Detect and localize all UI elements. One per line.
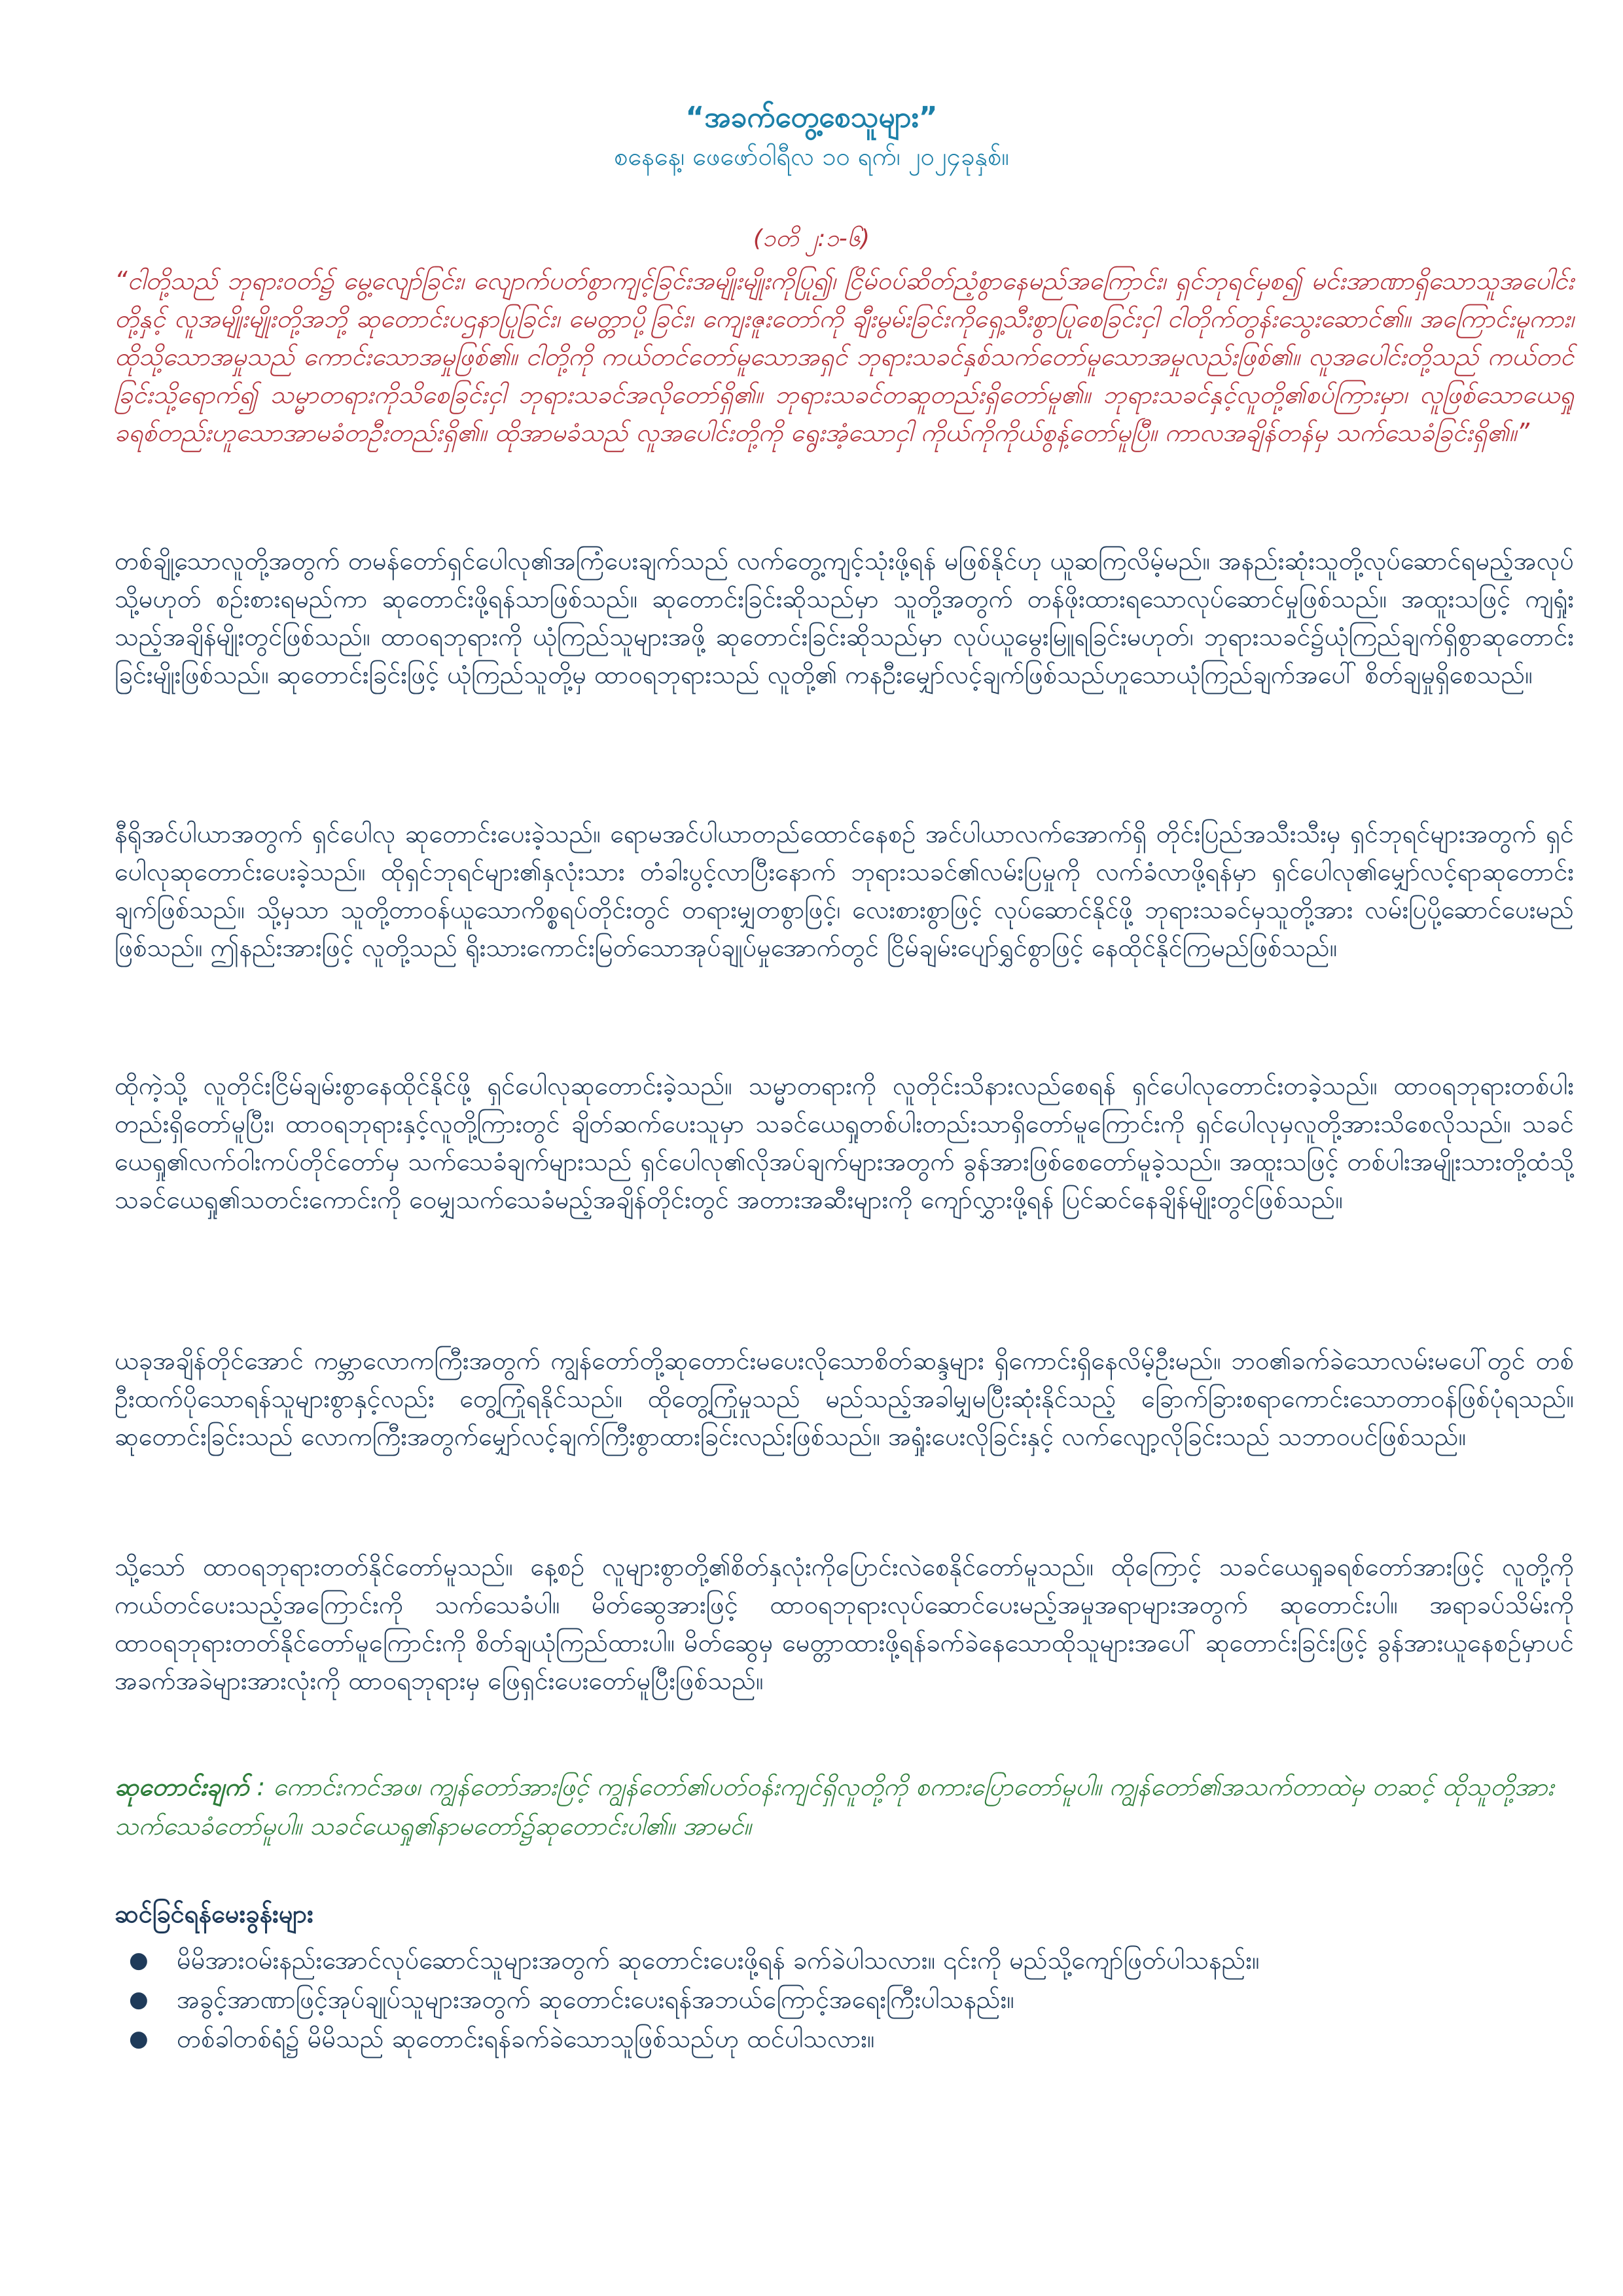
body-paragraph: တစ်ချို့သောလူတို့အတွက် တမန်တော်ရှင်ပေါလု၏အကြံပေးချက်သည် လက်တွေ့ကျင့်သုံးဖို့ရန် မဖြစ်နိုင်ဟု ယူဆကြလိမ့်မည်။ အနည်းဆုံးသူတို့လုပ်ဆောင်ရမည့်အလုပ် သို့မဟုတ် စဉ်းစားရမည်ကာ ဆုတောင်းဖို့ရန်သာဖြစ်သည်။ ဆုတောင်းခြင်းဆိုသည်မှာ သူတို့အတွက် တန်ဖိုးထားရသောလုပ်ဆောင်မှုဖြစ်သည်။ အထူးသဖြင့် ကျရှုံးသည့်အချိန်မျိုးတွင်ဖြစ်သည်။ ထာဝရဘုရားကို ယုံကြည်သူများအဖို့ ဆုတောင်းခြင်းဆိုသည်မှာ လုပ်ယူမွေးမြူရခြင်းမဟုတ်၊ ဘုရားသခင်၌ယုံကြည်ချက်ရှိစွာဆုတောင်းခြင်းမျိုးဖြစ်သည်။ ဆုတောင်းခြင်းဖြင့် ယုံကြည်သူတို့မှ ထာဝရဘုရားသည် လူတို့၏ ကနဦးမျှော်လင့်ချက်ဖြစ်သည်ဟူသောယုံကြည်ချက်အပေါ် စိတ်ချမှုရှိစေသည်။ <box>115 547 1574 689</box>
questions-heading: ဆင်ခြင်ရန်မေးခွန်းများ <box>115 1899 313 1928</box>
bullet-icon: ● <box>129 2026 149 2052</box>
list-item <box>115 2019 1574 2058</box>
scripture-reference: (၁တိ ၂:၁-၆) <box>753 225 870 252</box>
date-line: စနေနေ့၊ ဖေဖော်ဝါရီလ ၁၀ ရက်၊ ၂၀၂၄ခုနှစ်။ <box>614 142 1009 171</box>
prayer-label: ဆုတောင်းချက် <box>115 1772 249 1801</box>
prayer-text: : ကောင်းကင်အဖ၊ ကျွန်တော်အားဖြင့် ကျွန်တော်၏ပတ်ဝန်းကျင်ရှိလူတို့ကို စကားပြောတော်မူပါ။ ကျွန်တော်၏အသက်တာထဲမှ တဆင့် ထိုသူတို့အား သက်သေခံတော်မူပါ။ သခင်ယေရှု၏နာမတော်၌ဆုတောင်းပါ၏။ အာမင်။ <box>115 1772 1554 1840</box>
bullet-icon: ● <box>129 1986 149 2013</box>
page-title: “အခက်တွေ့စေသူများ” <box>685 101 938 134</box>
body-paragraph: ထိုကဲ့သို့ လူတိုင်းငြိမ်ချမ်းစွာနေထိုင်နိုင်ဖို့ ရှင်ပေါလုဆုတောင်းခဲ့သည်။ သမ္မာတရားကို လူတိုင်းသိနားလည်စေရန် ရှင်ပေါလုတောင်းတခဲ့သည်။ ထာဝရဘုရားတစ်ပါးတည်းရှိတော်မူပြီး၊ ထာဝရဘုရားနှင့်လူတို့ကြားတွင် ချိတ်ဆက်ပေးသူမှာ သခင်ယေရှုတစ်ပါးတည်းသာရှိတော်မူကြောင်းကို ရှင်ပေါလုမှလူတို့အားသိစေလိုသည်။ သခင်ယေရှု၏လက်ဝါးကပ်တိုင်တော်မှ သက်သေခံချက်များသည် ရှင်ပေါလု၏လိုအပ်ချက်များအတွက် ခွန်အားဖြစ်စေတော်မူခဲ့သည်။ အထူးသဖြင့် တစ်ပါးအမျိုးသားတို့ထံသို့ သခင်ယေရှု၏သတင်းကောင်းကို ဝေမျှသက်သေခံမည့်အချိန်တိုင်းတွင် အတားအဆီးများကို ကျော်လွှားဖို့ရန် ပြင်ဆင်နေချိန်မျိုးတွင်ဖြစ်သည်။ <box>115 1071 1574 1214</box>
question-text: တစ်ခါတစ်ရံ၌ မိမိသည် ဆုတောင်းရန်ခက်ခဲသောသူဖြစ်သည်ဟု ထင်ပါသလား။ <box>177 2024 875 2053</box>
prayer-block <box>115 1767 1574 1846</box>
scripture-quote: “ငါတို့သည် ဘုရားဝတ်၌ မွေ့လျော်ခြင်း၊ လျောက်ပတ်စွာကျင့်ခြင်းအမျိုးမျိုးကိုပြု၍၊ ငြိမ်ဝပ်ဆိတ်ညံ့စွာနေမည်အကြောင်း၊ ရှင်ဘုရင်မှစ၍ မင်းအာဏာရှိသောသူအပေါင်းတို့နှင့် လူအမျိုးမျိုးတို့အဘို့ ဆုတောင်းပဌနာပြုခြင်း၊ မေတ္တာပို့ခြင်း၊ ကျေးဇူးတော်ကို ချီးမွမ်းခြင်းကိုရှေ့သီးစွာပြုစေခြင်းငှါ ငါတိုက်တွန်းသွေးဆောင်၏။ အကြောင်းမူကား၊ ထိုသို့သောအမှုသည် ကောင်းသောအမှုဖြစ်၏။ ငါတို့ကို ကယ်တင်တော်မူသောအရှင် ဘုရားသခင်နှစ်သက်တော်မူသောအမှုလည်းဖြစ်၏။ လူအပေါင်းတို့သည် ကယ်တင်ခြင်းသို့ရောက်၍ သမ္မာတရားကိုသိစေခြင်းငှါ ဘုရားသခင်အလိုတော်ရှိ၏။ ဘုရားသခင်တဆူတည်းရှိတော်မူ၏။ ဘုရားသခင်နှင့်လူတို့၏စပ်ကြားမှာ၊ လူဖြစ်သောယေရှုခရစ်တည်းဟူသောအာမခံတဦးတည်းရှိ၏။ ထိုအာမခံသည် လူအပေါင်းတို့ကို ရွေးအံ့သောငှါ ကိုယ်ကိုကိုယ်စွန့်တော်မူပြီ။ ကာလအချိန်တန်မှ သက်သေခံခြင်းရှိ၏။” <box>115 266 1574 447</box>
questions-list <box>115 1941 1574 2058</box>
list-item <box>115 1980 1574 2019</box>
list-item <box>115 1941 1574 1980</box>
body-paragraph: သို့သော် ထာဝရဘုရားတတ်နိုင်တော်မူသည်။ နေ့စဉ် လူများစွာတို့၏စိတ်နှလုံးကိုပြောင်းလဲစေနိုင်တော်မူသည်။ ထိုကြောင့် သခင်ယေရှုခရစ်တော်အားဖြင့် လူတို့ကိုကယ်တင်ပေးသည့်အကြောင်းကို သက်သေခံပါ။ မိတ်ဆွေအားဖြင့် ထာဝရဘုရားလုပ်ဆောင်ပေးမည့်အမှုအရာများအတွက် ဆုတောင်းပါ။ အရာခပ်သိမ်းကို ထာဝရဘုရားတတ်နိုင်တော်မူကြောင်းကို စိတ်ချယုံကြည်ထားပါ။ မိတ်ဆွေမှ မေတ္တာထားဖို့ရန်ခက်ခဲနေသောထိုသူများအပေါ် ဆုတောင်းခြင်းဖြင့် ခွန်အားယူနေစဉ်မှာပင် အခက်အခဲများအားလုံးကို ထာဝရဘုရားမှ ဖြေရှင်းပေးတော်မူပြီးဖြစ်သည်။ <box>115 1552 1574 1695</box>
question-text: မိမိအားဝမ်းနည်းအောင်လုပ်ဆောင်သူများအတွက် ဆုတောင်းပေးဖို့ရန် ခက်ခဲပါသလား။ ၎င်းကို မည်သို့ကျော်ဖြတ်ပါသနည်း။ <box>177 1946 1260 1975</box>
body-paragraph: ယခုအချိန်တိုင်အောင် ကမ္ဘာလောကကြီးအတွက် ကျွန်တော်တို့ဆုတောင်းမပေးလိုသောစိတ်ဆန္ဒများ ရှိကောင်းရှိနေလိမ့်ဦးမည်။ ဘဝ၏ခက်ခဲသောလမ်းမပေါ်တွင် တစ်ဦးထက်ပိုသောရန်သူများစွာနှင့်လည်း တွေ့ကြုံရနိုင်သည်။ ထိုတွေ့ကြုံမှုသည် မည်သည့်အခါမျှမပြီးဆုံးနိုင်သည့် ခြောက်ခြားစရာကောင်းသောတာဝန်ဖြစ်ပုံရသည်။ ဆုတောင်းခြင်းသည် လောကကြီးအတွက်မျှော်လင့်ချက်ကြီးစွာထားခြင်းလည်းဖြစ်သည်။ အရှုံးပေးလိုခြင်းနှင့် လက်လျော့လိုခြင်းသည် သဘာဝပင်ဖြစ်သည်။ <box>115 1346 1574 1451</box>
body-paragraph: နီရိုအင်ပါယာအတွက် ရှင်ပေါလု ဆုတောင်းပေးခဲ့သည်။ ရောမအင်ပါယာတည်ထောင်နေစဉ် အင်ပါယာလက်အောက်ရှိ တိုင်းပြည်အသီးသီးမှ ရှင်ဘုရင်များအတွက် ရှင်ပေါလုဆုတောင်းပေးခဲ့သည်။ ထိုရှင်ဘုရင်များ၏နှလုံးသား တံခါးပွင့်လာပြီးနောက် ဘုရားသခင်၏လမ်းပြမှုကို လက်ခံလာဖို့ရန်မှာ ရှင်ပေါလု၏မျှော်လင့်ရာဆုတောင်းချက်ဖြစ်သည်။ သို့မှသာ သူတို့တာဝန်ယူသောကိစ္စရပ်တိုင်းတွင် တရားမျှတစွာဖြင့်၊ လေးစားစွာဖြင့် လုပ်ဆောင်နိုင်ဖို့ ဘုရားသခင်မှသူတို့အား လမ်းပြပို့ဆောင်ပေးမည်ဖြစ်သည်။ ဤနည်းအားဖြင့် လူတို့သည် ရိုးသားကောင်းမြတ်သောအုပ်ချုပ်မှုအောက်တွင် ငြိမ်ချမ်းပျော်ရွှင်စွာဖြင့် နေထိုင်နိုင်ကြမည်ဖြစ်သည်။ <box>115 819 1574 962</box>
bullet-icon: ● <box>129 1947 149 1973</box>
question-text: အခွင့်အာဏာဖြင့်အုပ်ချုပ်သူများအတွက် ဆုတောင်းပေးရန်အဘယ်ကြောင့်အရေးကြီးပါသနည်း။ <box>177 1985 1014 2014</box>
